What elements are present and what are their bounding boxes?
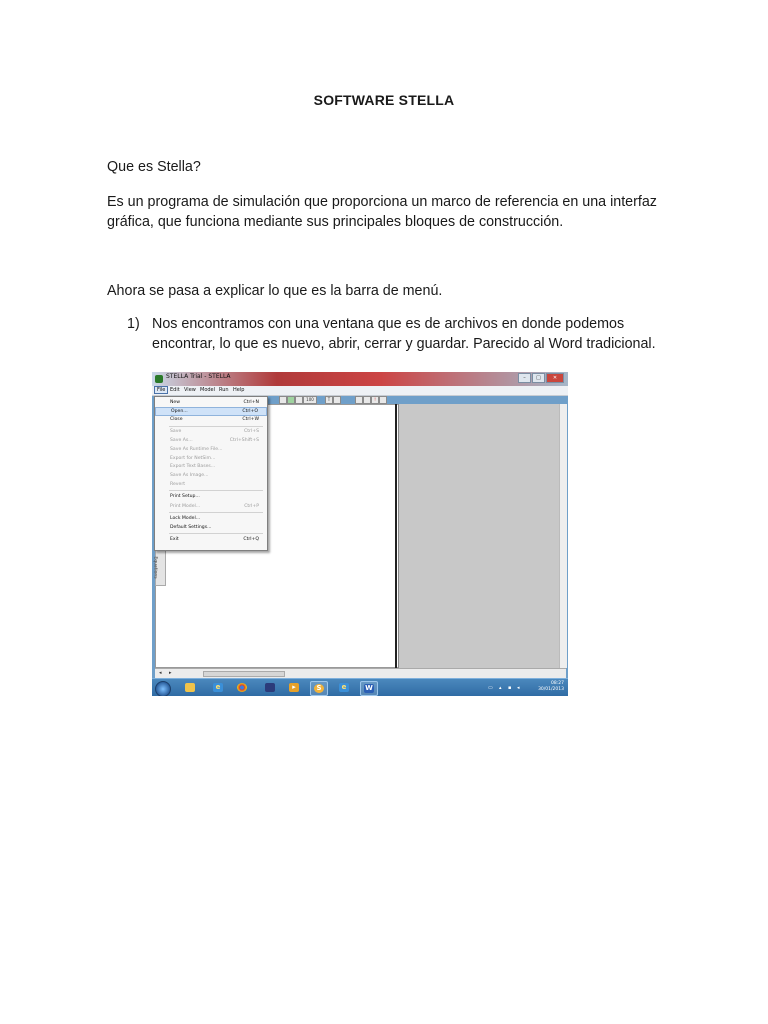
table-tool-icon[interactable] bbox=[333, 396, 341, 404]
file-menu-item-shortcut: Ctrl+P bbox=[244, 504, 259, 509]
tray-flag-icon[interactable]: ▭ bbox=[488, 685, 493, 691]
start-button[interactable] bbox=[155, 681, 171, 696]
scroll-left-icon[interactable]: ◂ bbox=[159, 670, 162, 676]
menu-separator bbox=[169, 426, 263, 427]
ie2-taskbar-button[interactable]: e bbox=[336, 681, 352, 694]
file-menu-item-label: Save bbox=[170, 429, 182, 434]
menu-help[interactable]: Help bbox=[233, 387, 245, 393]
window-titlebar bbox=[152, 372, 568, 386]
question-heading: Que es Stella? bbox=[107, 159, 201, 175]
file-menu-item[interactable] bbox=[155, 437, 267, 446]
scroll-right-icon[interactable]: ▸ bbox=[169, 670, 172, 676]
menu-run[interactable]: Run bbox=[219, 387, 229, 393]
maximize-button[interactable]: □ bbox=[532, 373, 545, 383]
file-menu-item-shortcut: Ctrl+Q bbox=[243, 537, 259, 542]
close-button[interactable]: ✕ bbox=[546, 373, 564, 383]
intro-paragraph: Es un programa de simulación que proporciona un marco de referencia en una interfaz gráfica, que funciona mediante sus principales bloques de construcción. bbox=[107, 194, 657, 230]
file-menu-item[interactable] bbox=[155, 493, 267, 502]
file-menu-item[interactable] bbox=[155, 503, 267, 512]
flow-tool-icon[interactable] bbox=[295, 396, 303, 404]
menu-separator bbox=[169, 490, 263, 491]
stock-tool-icon[interactable] bbox=[287, 396, 295, 404]
vertical-scrollbar[interactable] bbox=[559, 404, 567, 668]
file-menu-item-label: Save As Image... bbox=[170, 473, 209, 478]
tray-network-icon[interactable]: ▪ bbox=[508, 685, 512, 691]
file-menu-item-label: New bbox=[170, 400, 181, 405]
tray-arrow-icon[interactable]: ▴ bbox=[499, 685, 502, 691]
windows-taskbar bbox=[152, 678, 568, 696]
file-menu-item-shortcut: Ctrl+O bbox=[242, 409, 258, 414]
zoom-level[interactable]: 100 bbox=[303, 396, 317, 404]
file-menu-item[interactable] bbox=[155, 428, 267, 437]
file-menu-item-label: Print Model... bbox=[170, 504, 201, 509]
file-menu-item-shortcut: Ctrl+S bbox=[244, 429, 259, 434]
file-menu-item[interactable] bbox=[155, 515, 267, 524]
canvas-divider bbox=[395, 404, 397, 668]
file-menu-item[interactable] bbox=[155, 536, 267, 545]
file-menu-item-label: Print Setup... bbox=[170, 494, 200, 499]
file-menu-item-label: Revert bbox=[170, 482, 186, 487]
tray-volume-icon[interactable]: ◂ bbox=[517, 685, 520, 691]
tray-clock[interactable]: 08:27 30/01/2013 bbox=[538, 681, 564, 692]
file-menu-item-shortcut: Ctrl+Shift+S bbox=[229, 438, 259, 443]
file-menu-item[interactable] bbox=[155, 481, 267, 490]
file-menu-item-label: Exit bbox=[170, 537, 179, 542]
stella-taskbar-button[interactable]: S bbox=[310, 681, 328, 696]
window-title: STELLA Trial - STELLA bbox=[166, 373, 231, 380]
list-item-number: 1) bbox=[127, 316, 140, 332]
player-taskbar-button[interactable]: ▸ bbox=[286, 681, 302, 694]
file-menu-item-label: Export Text Bases... bbox=[170, 464, 216, 469]
file-menu-item-shortcut: Ctrl+W bbox=[242, 417, 259, 422]
media-taskbar-button[interactable] bbox=[262, 681, 278, 694]
ghost-tool-icon[interactable] bbox=[379, 396, 387, 404]
file-menu-item-label: Default Settings... bbox=[170, 525, 212, 530]
file-menu-item-label: Export for NetSim... bbox=[170, 456, 216, 461]
list-item-text: Nos encontramos con una ventana que es de archivos en donde podemos encontrar, lo que es nuevo, abrir, cerrar y guardar. Parecido al Word tradicional. bbox=[152, 316, 656, 352]
menu-separator bbox=[169, 533, 263, 534]
text-tool-icon[interactable]: T bbox=[325, 396, 333, 404]
brush-tool-icon[interactable] bbox=[363, 396, 371, 404]
transition-paragraph: Ahora se pasa a explicar lo que es la barra de menú. bbox=[107, 283, 443, 299]
file-menu-item[interactable] bbox=[155, 472, 267, 481]
word-taskbar-button[interactable]: W bbox=[360, 681, 378, 696]
chrome-taskbar-button[interactable] bbox=[234, 681, 250, 694]
stella-screenshot bbox=[152, 372, 568, 696]
file-menu-item[interactable] bbox=[155, 416, 267, 425]
explorer-taskbar-button[interactable] bbox=[182, 681, 198, 694]
scroll-thumb[interactable] bbox=[203, 671, 285, 677]
file-menu-item-label: Save As... bbox=[170, 438, 193, 443]
toolbar bbox=[267, 395, 517, 403]
minimize-button[interactable]: – bbox=[518, 373, 531, 383]
file-menu-item[interactable] bbox=[155, 407, 267, 416]
menu-model[interactable]: Model bbox=[200, 387, 216, 393]
file-menu-item[interactable] bbox=[155, 524, 267, 533]
horizontal-scrollbar[interactable] bbox=[155, 668, 566, 678]
file-menu-item-shortcut: Ctrl+N bbox=[243, 400, 259, 405]
canvas-gray-area bbox=[398, 404, 560, 668]
equations-tab[interactable]: Equations bbox=[155, 550, 166, 586]
menu-file[interactable]: File bbox=[154, 386, 168, 394]
menu-view[interactable]: View bbox=[184, 387, 196, 393]
file-menu-item-label: Open... bbox=[171, 409, 188, 414]
menu-separator bbox=[169, 512, 263, 513]
file-menu-item[interactable] bbox=[155, 446, 267, 455]
pointer-tool-icon[interactable] bbox=[355, 396, 363, 404]
hand-tool-icon[interactable] bbox=[279, 396, 287, 404]
stella-app-icon bbox=[155, 375, 163, 383]
file-menu-dropdown bbox=[154, 396, 268, 551]
file-menu-item-label: Lock Model... bbox=[170, 516, 201, 521]
file-menu-item-label: Save As Runtime File... bbox=[170, 447, 223, 452]
file-menu-item[interactable] bbox=[155, 463, 267, 472]
menu-edit[interactable]: Edit bbox=[170, 387, 180, 393]
dynamite-tool-icon[interactable]: ! bbox=[371, 396, 379, 404]
document-title: SOFTWARE STELLA bbox=[313, 92, 455, 108]
file-menu-item-label: Close bbox=[170, 417, 183, 422]
ie-taskbar-button[interactable]: e bbox=[210, 681, 226, 694]
